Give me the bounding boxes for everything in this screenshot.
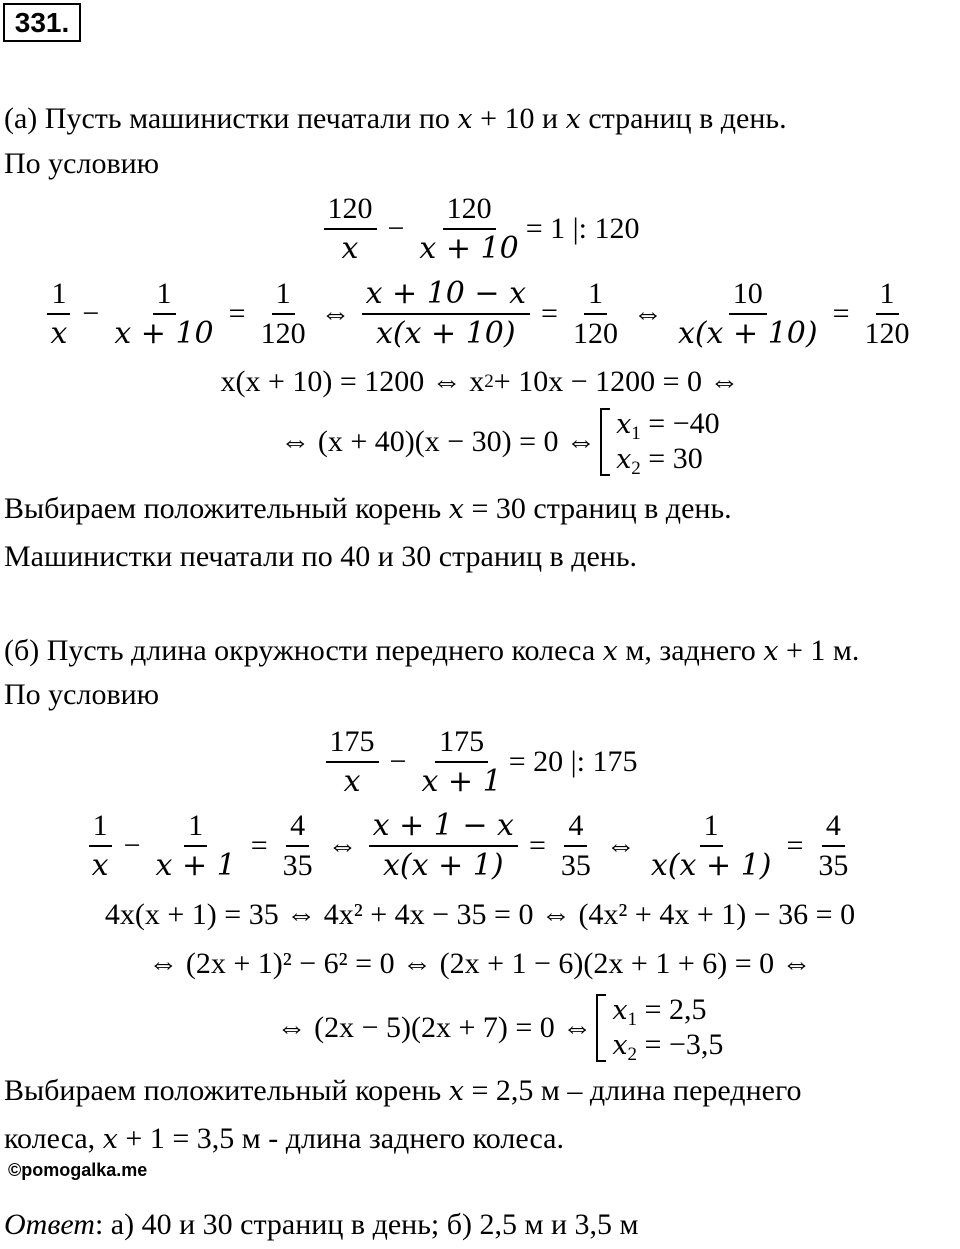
part-b-equation-1: $\frac{175}{x}$ − $\frac{175}{x + 1}$ = 20 |: 175 bbox=[0, 720, 960, 804]
problem-number: 331. bbox=[3, 3, 81, 42]
part-b-equation-4: ⇔ (2x + 1)² − 6² = 0 ⇔ (2x + 1 − 6)(2x + 1 + 6) = 0 ⇔ bbox=[148, 947, 812, 980]
part-b-equation-2: $\frac{1}{x}$ − $\frac{1}{x + 1}$ = $\frac{4}{35}$ ⇔ $\frac{x + 1 - x}{x(x + 1)}$ = $\frac{4}{35}$ ⇔ $\frac{1}{x(x + 1)}$ = $\frac{4}{35}$ bbox=[0, 804, 950, 888]
part-a-result: Машинистки печатали по 40 и 30 страниц в день. bbox=[4, 540, 638, 573]
part-a-intro: (а) Пусть машинистки печатали по x + 10 и x страниц в день. bbox=[4, 102, 787, 135]
part-a-roots: $x_1 = -40$ $x_2 = 30$ bbox=[596, 407, 720, 477]
answer-label: Ответ bbox=[4, 1208, 95, 1241]
part-a-equation-3: x(x + 10) = 1200 ⇔ x 2 + 10x − 1200 = 0 ⇔ bbox=[220, 365, 740, 398]
watermark: ©pomogalka.me bbox=[8, 1160, 148, 1180]
part-b-choice-line-2: колеса, x + 1 = 3,5 м - длина заднего колеса. bbox=[4, 1122, 564, 1155]
part-a-condition: По условию bbox=[4, 147, 160, 180]
answer bbox=[4, 1206, 639, 1244]
part-a-equation-1: $\frac{120}{x}$ − $\frac{120}{x + 10}$ = 1 |: 120 bbox=[0, 188, 960, 270]
part-a-equation-2: $\frac{1}{x}$ − $\frac{1}{x + 10}$ = $\frac{1}{120}$ ⇔ $\frac{x + 10 - x}{x(x + 10)}$ = $\frac{1}{120}$ ⇔ $\frac{10}{x(x + 10)}$ = $\frac{1}{120}$ bbox=[0, 272, 960, 356]
part-b-condition: По условию bbox=[4, 678, 160, 711]
part-b-roots: $x_1 = 2,5$ $x_2 = -3,5$ bbox=[592, 993, 723, 1063]
part-b-choice-line-1: Выбираем положительный корень x = 2,5 м – длина переднего bbox=[4, 1074, 802, 1107]
part-a-choice: Выбираем положительный корень x = 30 страниц в день. bbox=[4, 492, 732, 525]
part-b-equation-5: ⇔ (2x − 5)(2x + 7) = 0 ⇔ $x_1 = 2,5$ $x_2 = -3,5$ bbox=[276, 993, 724, 1065]
part-a-equation-4: ⇔ (x + 40)(x − 30) = 0 ⇔ $x_1 = -40$ $x_2 = 30$ bbox=[280, 407, 720, 479]
answer-text: : а) 40 и 30 страниц в день; б) 2,5 м и 3,5 м bbox=[94, 1208, 639, 1241]
part-b-intro: (б) Пусть длина окружности переднего колеса x м, заднего x + 1 м. bbox=[4, 634, 860, 667]
part-b-equation-3: 4x(x + 1) = 35 ⇔ 4x² + 4x − 35 = 0 ⇔ (4x² + 4x + 1) − 36 = 0 bbox=[104, 898, 856, 931]
